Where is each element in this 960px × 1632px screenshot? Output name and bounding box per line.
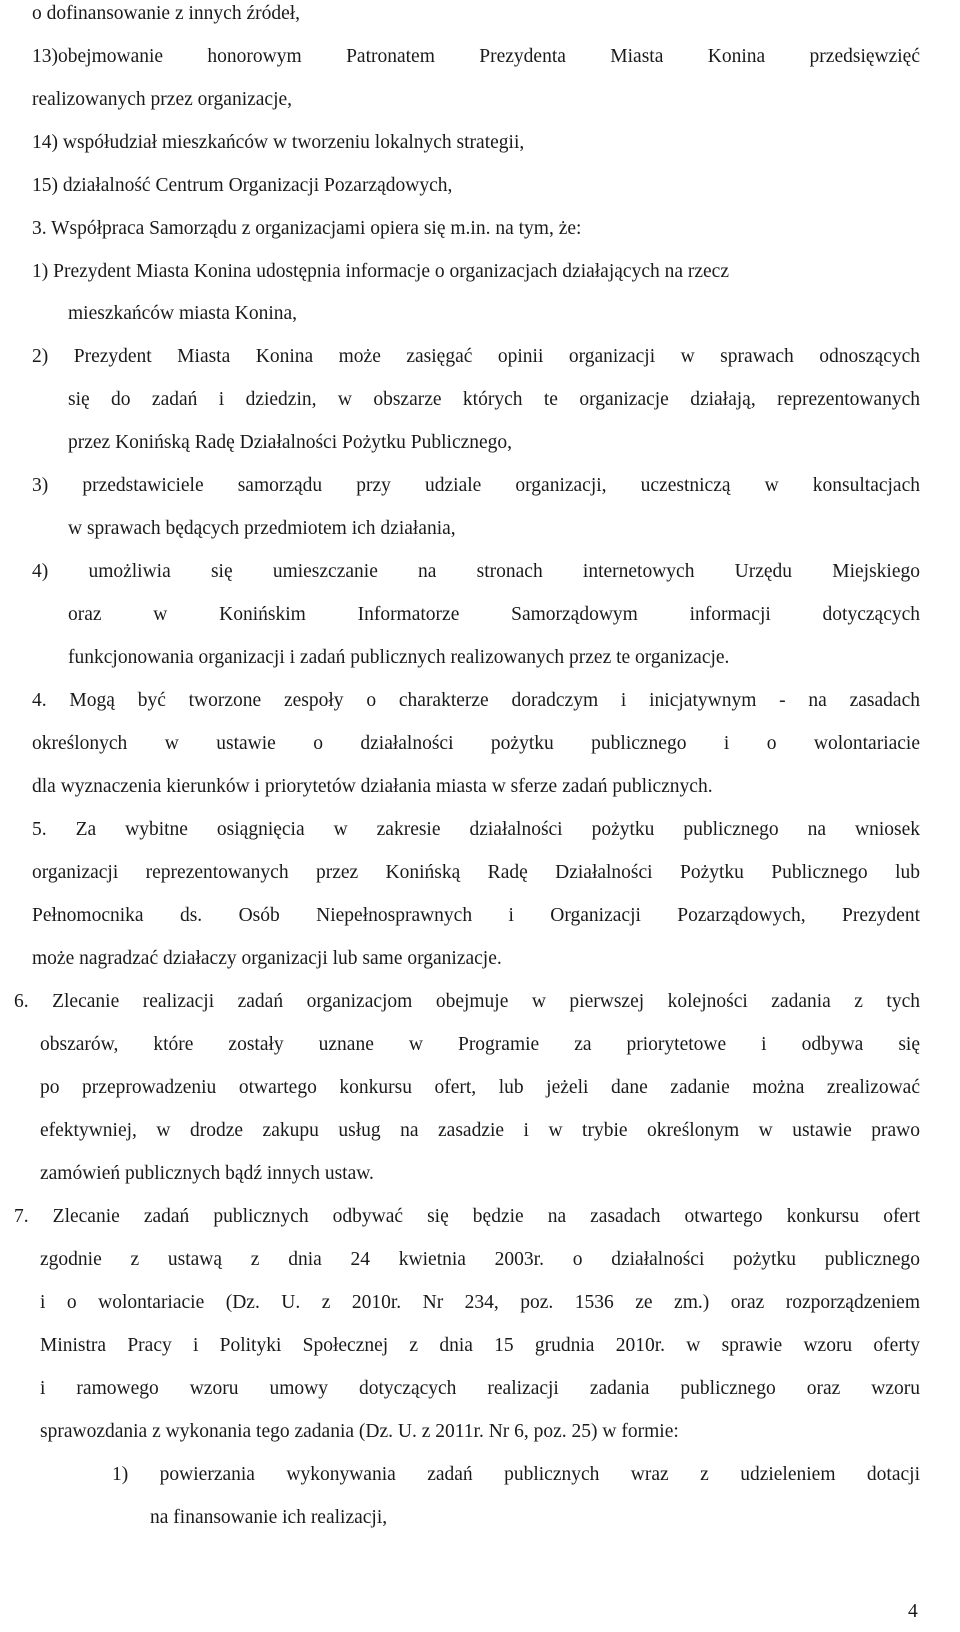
text-line: na finansowanie ich realizacji,: [150, 1507, 388, 1528]
text-line: 3. Współpraca Samorządu z organizacjami opiera się m.in. na tym, że:: [32, 218, 582, 239]
text-line: 6. Zlecanie realizacji zadań organizacjom obejmuje w pierwszej kolejności zadania z tych: [14, 991, 920, 1012]
text-line: oraz w Konińskim Informatorze Samorządowym informacji dotyczących: [68, 604, 920, 625]
text-line: dla wyznaczenia kierunków i priorytetów działania miasta w sferze zadań publicznych.: [32, 776, 713, 797]
text-line: określonych w ustawie o działalności pożytku publicznego i o wolontariacie: [32, 733, 920, 754]
text-line: 4. Mogą być tworzone zespoły o charakterze doradczym i inicjatywnym - na zasadach: [32, 690, 920, 711]
page-number: 4: [908, 1601, 918, 1622]
text-line: 15) działalność Centrum Organizacji Pozarządowych,: [32, 175, 453, 196]
text-line: sprawozdania z wykonania tego zadania (Dz. U. z 2011r. Nr 6, poz. 25) w formie:: [40, 1421, 679, 1442]
text-line: Ministra Pracy i Polityki Społecznej z dnia 15 grudnia 2010r. w sprawie wzoru oferty: [40, 1335, 920, 1356]
text-line: 1) Prezydent Miasta Konina udostępnia informacje o organizacjach działających na rzecz: [32, 261, 729, 282]
text-line: 14) współudział mieszkańców w tworzeniu lokalnych strategii,: [32, 132, 525, 153]
text-line: 1) powierzania wykonywania zadań publicznych wraz z udzieleniem dotacji: [112, 1464, 920, 1485]
text-line: funkcjonowania organizacji i zadań publicznych realizowanych przez te organizacje.: [68, 647, 730, 668]
text-line: o dofinansowanie z innych źródeł,: [32, 3, 301, 24]
text-line: i o wolontariacie (Dz. U. z 2010r. Nr 234, poz. 1536 ze zm.) oraz rozporządzeniem: [40, 1292, 920, 1313]
text-line: przez Konińską Radę Działalności Pożytku Publicznego,: [68, 432, 513, 453]
text-line: 2) Prezydent Miasta Konina może zasięgać opinii organizacji w sprawach odnoszących: [32, 346, 920, 367]
text-line: efektywniej, w drodze zakupu usług na zasadzie i w trybie określonym w ustawie prawo: [40, 1120, 920, 1141]
text-line: mieszkańców miasta Konina,: [68, 303, 298, 324]
text-line: i ramowego wzoru umowy dotyczących realizacji zadania publicznego oraz wzoru: [40, 1378, 920, 1399]
text-line: zgodnie z ustawą z dnia 24 kwietnia 2003r. o działalności pożytku publicznego: [40, 1249, 920, 1270]
text-line: zamówień publicznych bądź innych ustaw.: [40, 1163, 374, 1184]
text-line: 3) przedstawiciele samorządu przy udziale organizacji, uczestniczą w konsultacjach: [32, 475, 920, 496]
text-line: po przeprowadzeniu otwartego konkursu ofert, lub jeżeli dane zadanie można zrealizować: [40, 1077, 920, 1098]
text-line: Pełnomocnika ds. Osób Niepełnosprawnych i Organizacji Pozarządowych, Prezydent: [32, 905, 920, 926]
text-line: 4) umożliwia się umieszczanie na stronach internetowych Urzędu Miejskiego: [32, 561, 920, 582]
text-line: realizowanych przez organizacje,: [32, 89, 293, 110]
text-line: 7. Zlecanie zadań publicznych odbywać się będzie na zasadach otwartego konkursu ofert: [14, 1206, 920, 1227]
text-line: 13)obejmowanie honorowym Patronatem Prezydenta Miasta Konina przedsięwzięć: [32, 46, 920, 67]
text-line: 5. Za wybitne osiągnięcia w zakresie działalności pożytku publicznego na wniosek: [32, 819, 920, 840]
text-line: w sprawach będących przedmiotem ich działania,: [68, 518, 456, 539]
text-line: organizacji reprezentowanych przez Konińską Radę Działalności Pożytku Publicznego lub: [32, 862, 920, 883]
text-line: się do zadań i dziedzin, w obszarze których te organizacje działają, reprezentowanych: [68, 389, 920, 410]
text-line: obszarów, które zostały uznane w Programie za priorytetowe i odbywa się: [40, 1034, 920, 1055]
text-line: może nagradzać działaczy organizacji lub same organizacje.: [32, 948, 502, 969]
